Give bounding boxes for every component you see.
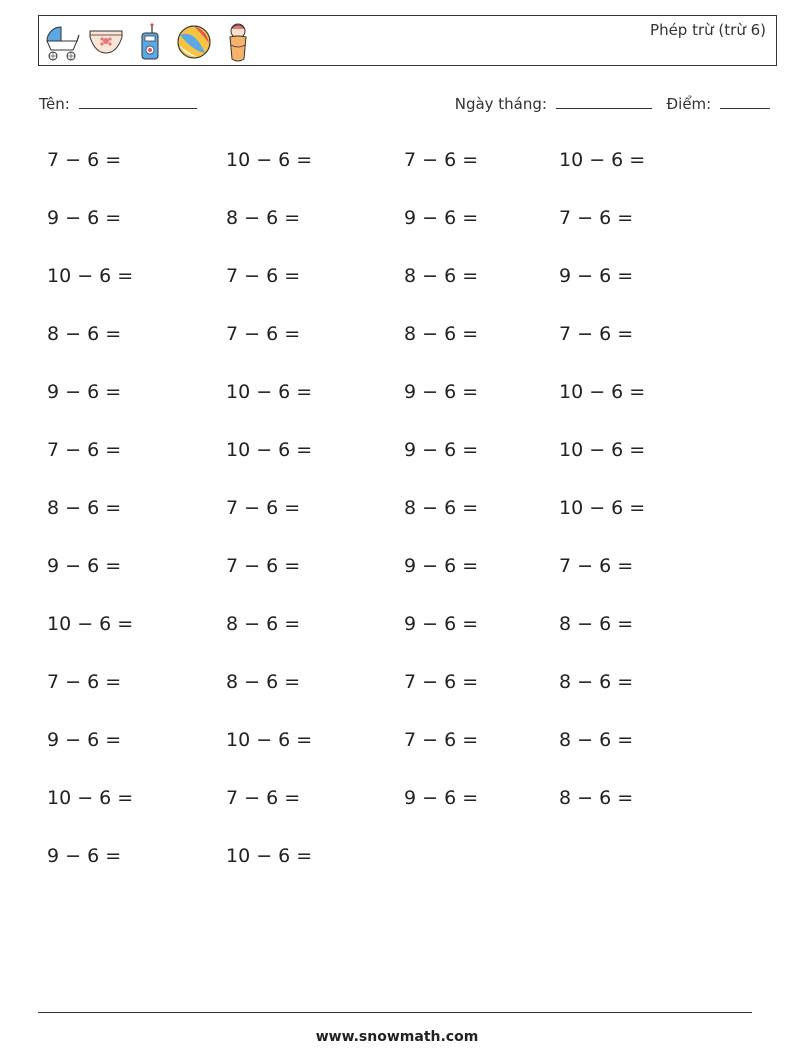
date-label: Ngày tháng: [454, 95, 547, 113]
problem-item: 9 − 6 = [404, 555, 479, 577]
footer-divider [38, 1012, 752, 1013]
problem-item: 9 − 6 = [404, 787, 479, 809]
problem-item: 8 − 6 = [559, 671, 634, 693]
problem-item: 9 − 6 = [404, 381, 479, 403]
problem-item: 8 − 6 = [226, 613, 301, 635]
problem-item: 8 − 6 = [404, 323, 479, 345]
problem-item: 9 − 6 = [47, 381, 122, 403]
problem-item: 8 − 6 = [559, 613, 634, 635]
problem-item: 7 − 6 = [404, 149, 479, 171]
problem-item: 7 − 6 = [226, 323, 301, 345]
problem-item: 10 − 6 = [226, 439, 313, 461]
problem-item: 9 − 6 = [47, 207, 122, 229]
problem-item: 7 − 6 = [559, 555, 634, 577]
problem-item: 9 − 6 = [47, 729, 122, 751]
problem-item: 7 − 6 = [226, 555, 301, 577]
problem-item: 10 − 6 = [559, 381, 646, 403]
problem-item: 10 − 6 = [226, 729, 313, 751]
problem-item: 9 − 6 = [404, 207, 479, 229]
problem-item: 7 − 6 = [226, 265, 301, 287]
problem-item: 7 − 6 = [47, 149, 122, 171]
problem-item: 10 − 6 = [559, 439, 646, 461]
problem-item: 7 − 6 = [226, 497, 301, 519]
problem-item: 9 − 6 = [47, 845, 122, 867]
problem-item: 9 − 6 = [559, 265, 634, 287]
problem-item: 8 − 6 = [404, 265, 479, 287]
problem-item: 8 − 6 = [226, 671, 301, 693]
problem-item: 10 − 6 = [226, 381, 313, 403]
problem-item: 7 − 6 = [47, 671, 122, 693]
problem-item: 8 − 6 = [404, 497, 479, 519]
problem-item: 7 − 6 = [404, 729, 479, 751]
score-label: Điểm: [666, 95, 712, 113]
problem-item: 7 − 6 = [559, 323, 634, 345]
problem-item: 10 − 6 = [226, 149, 313, 171]
problem-item: 7 − 6 = [47, 439, 122, 461]
problem-item: 10 − 6 = [226, 845, 313, 867]
problem-item: 10 − 6 = [47, 787, 134, 809]
problem-item: 7 − 6 = [404, 671, 479, 693]
problem-item: 8 − 6 = [47, 497, 122, 519]
problem-item: 9 − 6 = [47, 555, 122, 577]
name-label: Tên: [39, 95, 70, 113]
problem-item: 10 − 6 = [559, 149, 646, 171]
problem-item: 10 − 6 = [47, 265, 134, 287]
footer-url: www.snowmath.com [315, 1029, 479, 1045]
problem-item: 8 − 6 = [226, 207, 301, 229]
problem-item: 9 − 6 = [404, 439, 479, 461]
problem-item: 9 − 6 = [404, 613, 479, 635]
problem-item: 8 − 6 = [47, 323, 122, 345]
problem-item: 7 − 6 = [559, 207, 634, 229]
problem-item: 8 − 6 = [559, 787, 634, 809]
problem-item: 10 − 6 = [559, 497, 646, 519]
problem-item: 8 − 6 = [559, 729, 634, 751]
worksheet-title: Phép trừ (trừ 6) [650, 21, 766, 39]
problem-item: 10 − 6 = [47, 613, 134, 635]
problem-item: 7 − 6 = [226, 787, 301, 809]
